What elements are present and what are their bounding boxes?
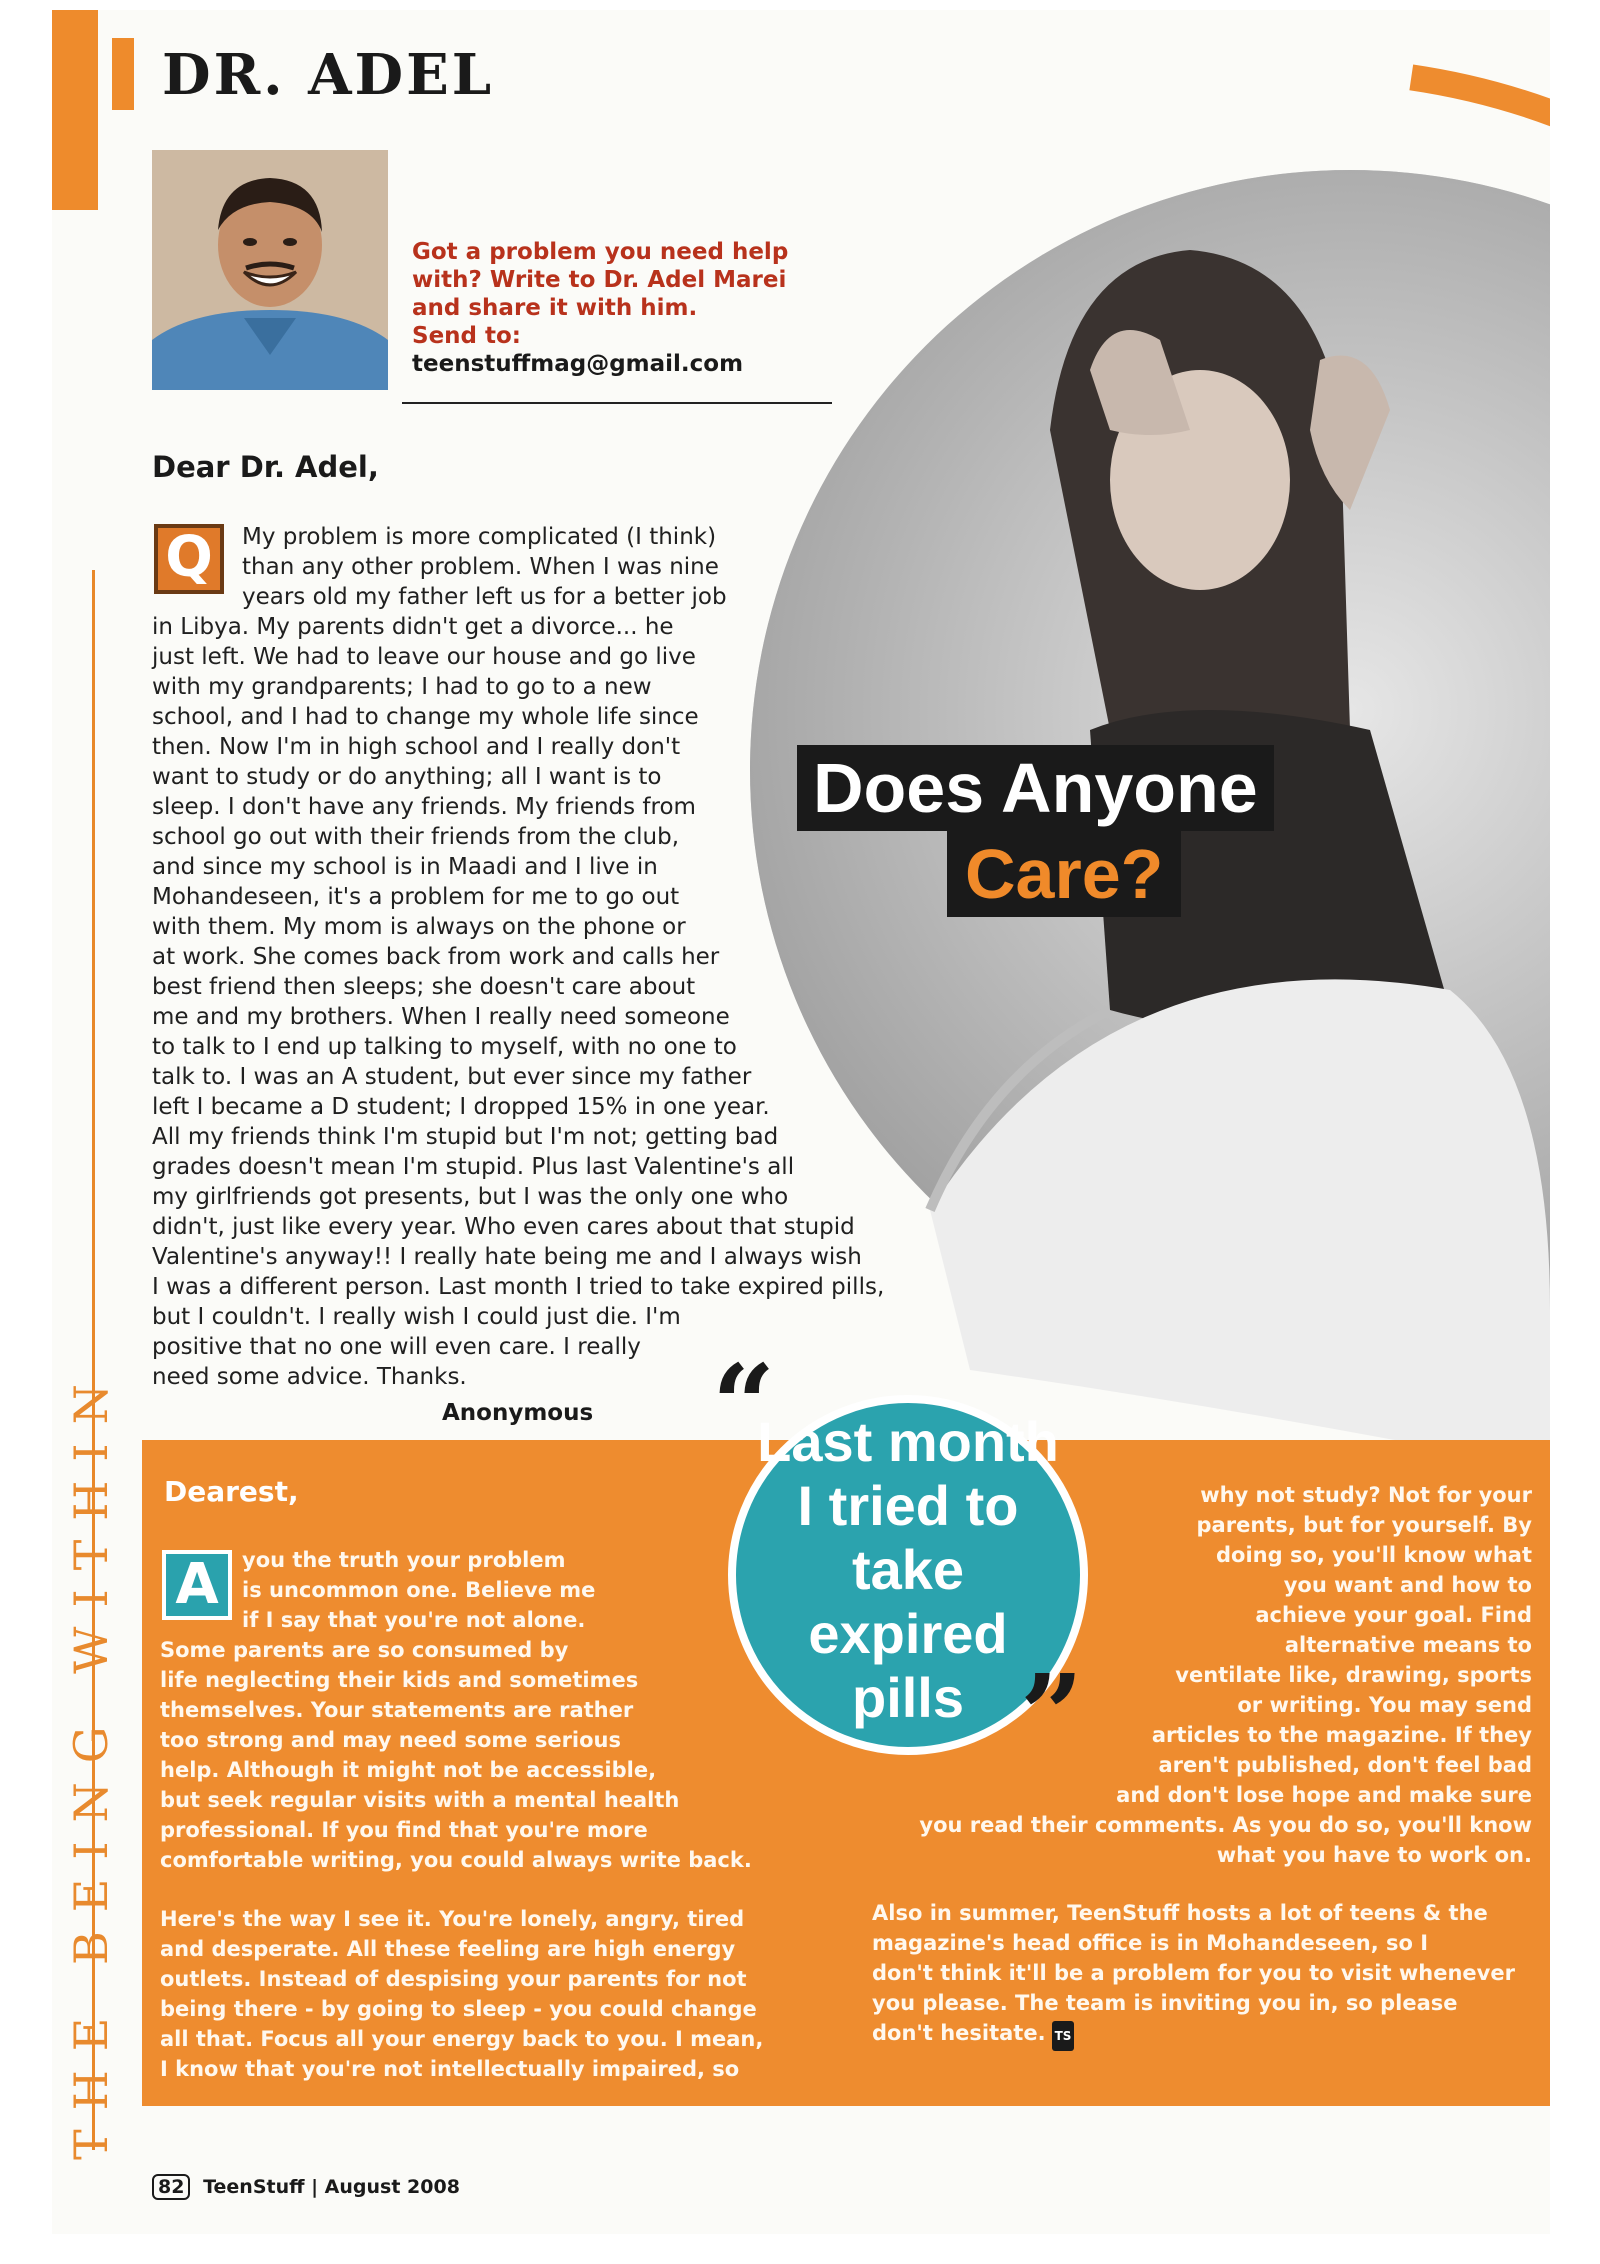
top-accent-strip xyxy=(52,10,98,210)
answer-line: aren't published, don't feel bad xyxy=(1158,1753,1532,1777)
pull-quote-line: Last month xyxy=(757,1410,1059,1473)
letter-line: with them. My mom is always on the phone or xyxy=(152,914,686,940)
pull-quote-text xyxy=(728,1410,1088,1730)
close-quote-mark: ” xyxy=(1020,1650,1084,1779)
letter-line: and since my school is in Maadi and I live in xyxy=(152,854,658,880)
page-title: DR. ADEL xyxy=(162,42,495,108)
letter-line: want to study or do anything; all I want is to xyxy=(152,764,662,790)
letter-line: me and my brothers. When I really need someone xyxy=(152,1004,730,1030)
letter-line: school, and I had to change my whole life since xyxy=(152,704,699,730)
letter-line: at work. She comes back from work and calls her xyxy=(152,944,720,970)
letter-line: Mohandeseen, it's a problem for me to go out xyxy=(152,884,680,910)
letter-line: grades doesn't mean I'm stupid. Plus last Valentine's all xyxy=(152,1154,795,1180)
answer-line: I know that you're not intellectually impaired, so xyxy=(160,2057,740,2081)
letter-line: didn't, just like every year. Who even cares about that stupid xyxy=(152,1214,855,1240)
letter-line: with my grandparents; I had to go to a new xyxy=(152,674,652,700)
letter-line: sleep. I don't have any friends. My friends from xyxy=(152,794,696,820)
end-mark-icon: TS xyxy=(1052,2021,1075,2051)
open-quote-mark: “ xyxy=(712,1340,776,1469)
magazine-name: TeenStuff xyxy=(203,2176,305,2198)
answer-line: if I say that you're not alone. xyxy=(242,1608,586,1632)
issue-date: August 2008 xyxy=(324,2176,460,2198)
answer-line: don't think it'll be a problem for you to visit whenever xyxy=(872,1961,1515,1985)
answer-line: you read their comments. As you do so, you'll know xyxy=(919,1813,1532,1837)
letter-line: I was a different person. Last month I tried to take expired pills, xyxy=(152,1274,885,1300)
answer-line: you want and how to xyxy=(1283,1573,1532,1597)
answer-line: being there - by going to sleep - you could change xyxy=(160,1997,757,2021)
answer-line: and desperate. All these feeling are high energy xyxy=(160,1937,736,1961)
answer-line: and don't lose hope and make sure xyxy=(1116,1783,1532,1807)
page-footer: 82 TeenStuff | August 2008 xyxy=(152,2174,460,2200)
letter-line: school go out with their friends from the club, xyxy=(152,824,680,850)
header-accent xyxy=(112,38,134,110)
answer-line: ventilate like, drawing, sports xyxy=(1175,1663,1532,1687)
page-number: 82 xyxy=(152,2174,190,2200)
answer-line: parents, but for yourself. By xyxy=(1196,1513,1532,1537)
letter-signature: Anonymous xyxy=(442,1400,594,1426)
answer-line: alternative means to xyxy=(1284,1633,1532,1657)
letter-salutation: Dear Dr. Adel, xyxy=(152,450,379,484)
letter-line: then. Now I'm in high school and I really don't xyxy=(152,734,681,760)
answer-line: Some parents are so consumed by xyxy=(160,1638,569,1662)
answer-line: Here's the way I see it. You're lonely, angry, tired xyxy=(160,1907,745,1931)
contact-email[interactable]: teenstuffmag@gmail.com xyxy=(412,351,744,377)
letter-line: years old my father left us for a better job xyxy=(242,584,727,610)
pull-quote-line: expired xyxy=(808,1602,1008,1665)
answer-column-right-2 xyxy=(872,1898,1532,2051)
answer-line: doing so, you'll know what xyxy=(1216,1543,1532,1567)
answer-line: outlets. Instead of despising your parents for not xyxy=(160,1967,747,1991)
section-label: THE BEING WITHIN xyxy=(64,1365,118,2160)
letter-line: in Libya. My parents didn't get a divorce... he xyxy=(152,614,674,640)
answer-line: or writing. You may send xyxy=(1237,1693,1532,1717)
answer-line: achieve your goal. Find xyxy=(1255,1603,1532,1627)
contact-line: Send to: xyxy=(412,323,522,349)
letter-line: need some advice. Thanks. xyxy=(152,1364,467,1390)
answer-line: what you have to work on. xyxy=(1216,1843,1532,1867)
pull-quote-line: pills xyxy=(851,1666,965,1729)
answer-line: help. Although it might not be accessible, xyxy=(160,1758,657,1782)
author-photo xyxy=(152,150,388,390)
answer-line: magazine's head office is in Mohandeseen, so I xyxy=(872,1931,1429,1955)
letter-body xyxy=(152,522,1032,1392)
pull-quote-line: I tried to xyxy=(797,1474,1019,1537)
headline-line1: Does Anyone xyxy=(797,745,1274,831)
letter-line: positive that no one will even care. I really xyxy=(152,1334,641,1360)
pull-quote-line: take xyxy=(851,1538,965,1601)
answer-line: themselves. Your statements are rather xyxy=(160,1698,634,1722)
letter-line: My problem is more complicated (I think) xyxy=(242,524,717,550)
letter-line: Valentine's anyway!! I really hate being me and I always wish xyxy=(152,1244,862,1270)
answer-line: professional. If you find that you're more xyxy=(160,1818,648,1842)
answer-line: you please. The team is inviting you in, so please xyxy=(872,1991,1458,2015)
question-marker: Q xyxy=(154,524,224,594)
letter-line: than any other problem. When I was nine xyxy=(242,554,719,580)
answer-line: too strong and may need some serious xyxy=(160,1728,622,1752)
letter-line: to talk to I end up talking to myself, with no one to xyxy=(152,1034,737,1060)
answer-line: but seek regular visits with a mental health xyxy=(160,1788,680,1812)
magazine-page xyxy=(52,10,1550,2234)
letter-line: my girlfriends got presents, but I was the only one who xyxy=(152,1184,789,1210)
answer-line: articles to the magazine. If they xyxy=(1151,1723,1532,1747)
letter-line: All my friends think I'm stupid but I'm not; getting bad xyxy=(152,1124,779,1150)
letter-line: just left. We had to leave our house and go live xyxy=(152,644,696,670)
answer-column-left-2 xyxy=(160,1904,860,2084)
answer-greeting: Dearest, xyxy=(164,1475,299,1508)
headline-line2: Care? xyxy=(947,831,1181,917)
letter-line: talk to. I was an A student, but ever since my father xyxy=(152,1064,752,1090)
answer-line: don't hesitate. TS xyxy=(872,2018,1532,2051)
answer-line: all that. Focus all your energy back to you. I mean, xyxy=(160,2027,764,2051)
answer-line: why not study? Not for your xyxy=(1200,1483,1532,1507)
letter-line: but I couldn't. I really wish I could just die. I'm xyxy=(152,1304,681,1330)
answer-line: Also in summer, TeenStuff hosts a lot of teens & the xyxy=(872,1901,1488,1925)
answer-line: is uncommon one. Believe me xyxy=(242,1578,596,1602)
author-photo-illustration xyxy=(152,150,388,390)
letter-line: best friend then sleeps; she doesn't care about xyxy=(152,974,696,1000)
answer-marker: A xyxy=(162,1550,232,1620)
contact-line: and share it with him. xyxy=(412,295,698,321)
answer-line: you the truth your problem xyxy=(242,1548,566,1572)
letter-line: left I became a D student; I dropped 15% in one year. xyxy=(152,1094,770,1120)
contact-line: Got a problem you need help xyxy=(412,239,789,265)
contact-line: with? Write to Dr. Adel Marei xyxy=(412,267,787,293)
answer-line: comfortable writing, you could always write back. xyxy=(160,1848,752,1872)
answer-line: life neglecting their kids and sometimes xyxy=(160,1668,639,1692)
